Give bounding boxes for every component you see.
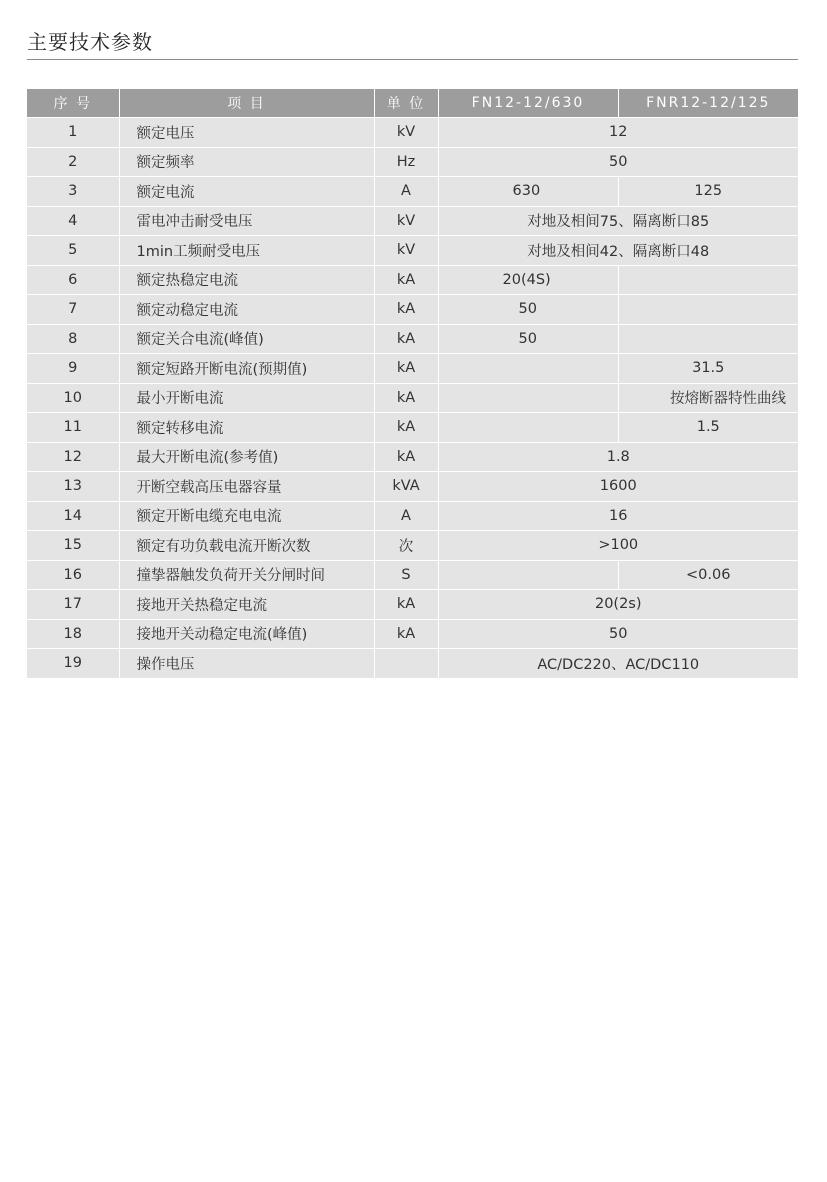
cell-no: 7 xyxy=(27,295,119,325)
cell-fnr12 xyxy=(618,265,798,295)
cell-no: 15 xyxy=(27,531,119,561)
cell-no: 9 xyxy=(27,354,119,384)
cell-fn12 xyxy=(438,560,618,590)
header-fnr12: FNR12-12/125 xyxy=(618,89,798,118)
header-fn12: FN12-12/630 xyxy=(438,89,618,118)
table-row xyxy=(27,501,798,531)
cell-unit: kA xyxy=(374,413,438,443)
cell-value: AC/DC220、AC/DC110 xyxy=(438,649,798,678)
cell-no: 5 xyxy=(27,236,119,266)
cell-item: 额定有功负载电流开断次数 xyxy=(119,531,374,561)
cell-no: 17 xyxy=(27,590,119,620)
cell-fn12 xyxy=(438,413,618,443)
cell-no: 1 xyxy=(27,118,119,148)
cell-fn12: 50 xyxy=(438,324,618,354)
cell-no: 18 xyxy=(27,619,119,649)
table-row xyxy=(27,147,798,177)
cell-unit: A xyxy=(374,501,438,531)
cell-value: 50 xyxy=(438,147,798,177)
cell-item: 开断空载高压电器容量 xyxy=(119,472,374,502)
table-row xyxy=(27,118,798,148)
cell-no: 13 xyxy=(27,472,119,502)
table-header-row xyxy=(27,89,798,118)
cell-no: 16 xyxy=(27,560,119,590)
cell-item: 额定频率 xyxy=(119,147,374,177)
cell-no: 4 xyxy=(27,206,119,236)
cell-no: 6 xyxy=(27,265,119,295)
table-row xyxy=(27,531,798,561)
cell-unit: kVA xyxy=(374,472,438,502)
cell-value: 50 xyxy=(438,619,798,649)
cell-no: 3 xyxy=(27,177,119,207)
header-item: 项 目 xyxy=(119,89,374,118)
cell-no: 2 xyxy=(27,147,119,177)
table-row xyxy=(27,590,798,620)
cell-unit: kA xyxy=(374,295,438,325)
cell-unit: kA xyxy=(374,265,438,295)
cell-fnr12: 125 xyxy=(618,177,798,207)
cell-item: 操作电压 xyxy=(119,649,374,678)
cell-value: 对地及相间75、隔离断口85 xyxy=(438,206,798,236)
cell-item: 额定开断电缆充电电流 xyxy=(119,501,374,531)
table-row xyxy=(27,472,798,502)
cell-fn12 xyxy=(438,354,618,384)
cell-item: 最大开断电流(参考值) xyxy=(119,442,374,472)
cell-unit: kA xyxy=(374,619,438,649)
cell-item: 最小开断电流 xyxy=(119,383,374,413)
cell-value: 16 xyxy=(438,501,798,531)
table-row xyxy=(27,619,798,649)
cell-unit: kA xyxy=(374,324,438,354)
cell-unit: kA xyxy=(374,354,438,384)
cell-value: >100 xyxy=(438,531,798,561)
cell-no: 12 xyxy=(27,442,119,472)
cell-unit: S xyxy=(374,560,438,590)
cell-fnr12: 31.5 xyxy=(618,354,798,384)
table-row xyxy=(27,649,798,678)
cell-item: 撞挚器触发负荷开关分闸时间 xyxy=(119,560,374,590)
table-row xyxy=(27,354,798,384)
cell-value: 12 xyxy=(438,118,798,148)
cell-item: 额定动稳定电流 xyxy=(119,295,374,325)
table-row xyxy=(27,383,798,413)
cell-unit: kA xyxy=(374,442,438,472)
cell-unit: Hz xyxy=(374,147,438,177)
cell-unit: kV xyxy=(374,236,438,266)
cell-no: 8 xyxy=(27,324,119,354)
title-divider xyxy=(27,59,798,60)
cell-item: 接地开关动稳定电流(峰值) xyxy=(119,619,374,649)
header-unit: 单 位 xyxy=(374,89,438,118)
cell-unit: kA xyxy=(374,383,438,413)
table-row xyxy=(27,265,798,295)
cell-unit: A xyxy=(374,177,438,207)
table-row xyxy=(27,177,798,207)
cell-fn12: 50 xyxy=(438,295,618,325)
cell-item: 额定电流 xyxy=(119,177,374,207)
cell-fnr12: 按熔断器特性曲线 xyxy=(618,383,798,413)
cell-fnr12 xyxy=(618,295,798,325)
page-title: 主要技术参数 xyxy=(27,30,153,54)
cell-no: 19 xyxy=(27,649,119,678)
cell-unit: kV xyxy=(374,206,438,236)
cell-unit: kA xyxy=(374,590,438,620)
cell-value: 1600 xyxy=(438,472,798,502)
cell-unit: 次 xyxy=(374,531,438,561)
cell-value: 1.8 xyxy=(438,442,798,472)
cell-no: 14 xyxy=(27,501,119,531)
cell-fn12: 630 xyxy=(438,177,618,207)
cell-value: 对地及相间42、隔离断口48 xyxy=(438,236,798,266)
table-row xyxy=(27,560,798,590)
cell-fnr12: <0.06 xyxy=(618,560,798,590)
cell-no: 11 xyxy=(27,413,119,443)
cell-item: 1min工频耐受电压 xyxy=(119,236,374,266)
table-row xyxy=(27,413,798,443)
cell-item: 额定热稳定电流 xyxy=(119,265,374,295)
cell-unit: kV xyxy=(374,118,438,148)
cell-unit xyxy=(374,649,438,678)
cell-item: 雷电冲击耐受电压 xyxy=(119,206,374,236)
cell-fn12: 20(4S) xyxy=(438,265,618,295)
header-no: 序 号 xyxy=(27,89,119,118)
cell-fn12 xyxy=(438,383,618,413)
cell-fnr12: 1.5 xyxy=(618,413,798,443)
cell-no: 10 xyxy=(27,383,119,413)
table-row xyxy=(27,442,798,472)
table-row xyxy=(27,295,798,325)
cell-fnr12 xyxy=(618,324,798,354)
cell-item: 额定转移电流 xyxy=(119,413,374,443)
table-row xyxy=(27,206,798,236)
technical-parameters-table xyxy=(27,89,798,678)
cell-item: 额定短路开断电流(预期值) xyxy=(119,354,374,384)
table-row xyxy=(27,236,798,266)
cell-value: 20(2s) xyxy=(438,590,798,620)
cell-item: 额定电压 xyxy=(119,118,374,148)
table-row xyxy=(27,324,798,354)
cell-item: 接地开关热稳定电流 xyxy=(119,590,374,620)
cell-item: 额定关合电流(峰值) xyxy=(119,324,374,354)
